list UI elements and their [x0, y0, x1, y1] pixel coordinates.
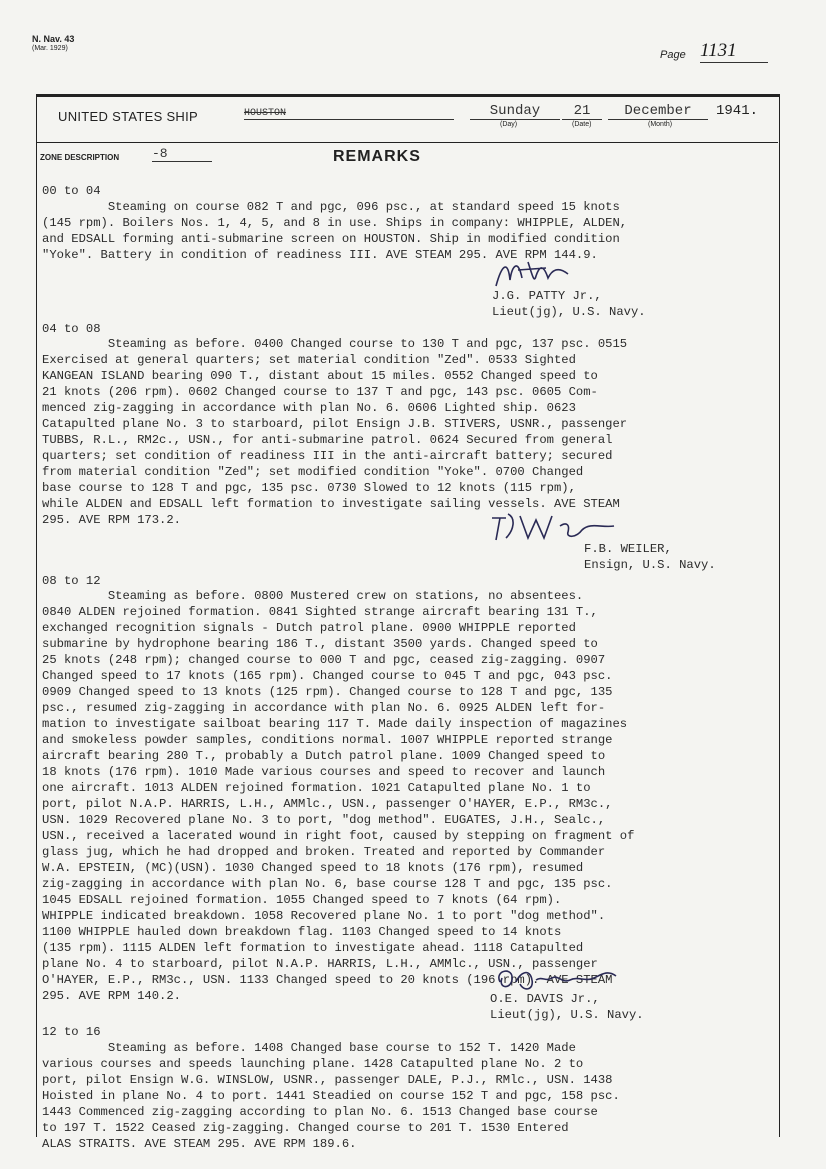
handwritten-signature: [486, 508, 636, 544]
form-number: [32, 34, 74, 54]
page-number: 1131: [700, 40, 768, 63]
page-label: Page: [660, 49, 686, 61]
watch-text: Steaming as before. 1408 Changed base course to 152 T. 1420 Made various courses and speeds launching plane. 1428 Catapulted plane No. 2 to port, pilot Ensign W.G. WINSLOW, USNR., passenger DALE, P.J., RMlc., USN. 1438 Hoisted in plane No. 4 to port. 1441 Steadied on course 152 T and pgc, 158 psc. 1443 Commenced zig-zagging according to plan No. 6. 1513 Changed base course to 197 T. 1522 Ceased zig-zagging. Changed course to 201 T. 1530 Entered ALAS STRAITS. AVE STEAM 295. AVE RPM 189.6.: [42, 1041, 620, 1151]
handwritten-signature: [488, 256, 578, 292]
signature-rank: Lieut(jg), U.S. Navy.: [492, 305, 646, 319]
watch-text: Steaming as before. 0800 Mustered crew on stations, no absentees. 0840 ALDEN rejoined formation. 0841 Sighted strange aircraft bearing 131 T., exchanged recognition signals - Dutch patrol plane. 0900 WHIPPLE reported submarine by hydrophone bearing 186 T., distant 3500 yards. Changed speed to 25 knots (248 rpm); changed course to 000 T and pgc, ceased zig-zagging. 0907 Changed speed to 17 knots (165 rpm). Changed course to 045 T and pgc, 043 psc. 0909 Changed speed to 13 knots (125 rpm). Changed course to 128 T and pgc, 135 psc., resumed zig-zagging in accordance with plan No. 6. 0925 ALDEN left for- mation to investigate sailboat bearing 117 T. Made daily inspection of magazines and smokeless powder samples, conditions normal. 1007 WHIPPLE reported strange aircraft bearing 280 T., probably a Dutch patrol plane. 1009 Changed speed to 18 knots (176 rpm). 1010 Made various courses and speed to recover and launch one aircraft. 1013 ALDEN rejoined formation. 1021 Catapulted plane No. 1 to port, pilot N.A.P. HARRIS, L.H., AMMlc., USN., passenger O'HAYER, E.P., RM3c., USN. 1029 Recovered plane No. 3 to port, "dog method". EUGATES, J.H., Sealc., USN., received a lacerated wound in right foot, caused by stepping on fragment of glass jug, which he had dropped and broken. Treated and reported by Commander W.A. EPSTEIN, (MC)(USN). 1030 Changed speed to 18 knots (176 rpm), resumed zig-zagging in accordance with plan No. 6, base course 128 T and pgc, 135 psc. 1045 EDSALL rejoined formation. 1055 Changed speed to 7 knots (64 rpm). WHIPPLE indicated breakdown. 1058 Recovered plane No. 1 to port "dog method". 1100 WHIPPLE hauled down breakdown flag. 1103 Changed speed to 14 knots (135 rpm). 1115 ALDEN left formation to investigate ahead. 1118 Catapulted plane No. 4 to starboard, pilot N.A.P. HARRIS, L.H., AMMlc., USN., passenger O'HAYER, E.P., RM3c., USN. 1133 Changed speed to 20 knots (196 rpm). AVE STEAM 295. AVE RPM 140.2.: [42, 589, 635, 1003]
day-caption: (Day): [500, 121, 518, 128]
signature-name: J.G. PATTY Jr.,: [492, 289, 602, 303]
watch-heading: 00 to 04: [42, 184, 101, 198]
form-number-text: N. Nav. 43: [32, 34, 75, 44]
remarks-title: REMARKS: [333, 148, 421, 165]
handwritten-signature: [490, 962, 640, 994]
date-caption: (Date): [572, 121, 592, 128]
form-date-text: (Mar. 1929): [32, 45, 68, 52]
zone-label: ZONE DESCRIPTION: [40, 153, 120, 162]
ship-name: HOUSTON: [244, 108, 454, 120]
watch-text: Steaming as before. 0400 Changed course to 130 T and pgc, 137 psc. 0515 Exercised at general quarters; set material condition "Zed". 0533 Sighted KANGEAN ISLAND bearing 090 T., distant about 15 miles. 0552 Changed speed to 21 knots (206 rpm). 0602 Changed course to 137 T and pgc, 143 psc. 0605 Com- menced zig-zagging in accordance with plan No. 6. 0606 Lighted ship. 0623 Catapulted plane No. 3 to starboard, pilot Ensign J.B. STIVERS, USNR., passenger TUBBS, R.L., RM2c., USN., for anti-submarine patrol. 0624 Secured from general quarters; set condition of readiness III in the anti-aircraft battery; secured from material condition "Zed"; set modified condition "Yoke". 0700 Changed base course to 128 T and pgc, 135 psc. 0730 Slowed to 12 knots (115 rpm), while ALDEN and EDSALL left formation to investigate sailing vessels. AVE STEAM 295. AVE RPM 173.2.: [42, 337, 628, 527]
year-field: 1941.: [716, 103, 759, 119]
day-field: Sunday: [470, 103, 560, 120]
watch-text: Steaming on course 082 T and pgc, 096 psc., at standard speed 15 knots (145 rpm). Boilers Nos. 1, 4, 5, and 8 in use. Ships in company: WHIPPLE, ALDEN, and EDSALL forming anti-submarine screen on HOUSTON. Ship in modified condition "Yoke". Battery in condition of readiness III. AVE STEAM 295. AVE RPM 144.9.: [42, 200, 628, 262]
header-divider: [36, 142, 778, 143]
watch-heading: 08 to 12: [42, 574, 101, 588]
month-field: December: [608, 103, 708, 120]
watch-heading: 12 to 16: [42, 1025, 101, 1039]
ship-label: UNITED STATES SHIP: [58, 109, 198, 124]
signature-rank: Lieut(jg), U.S. Navy.: [490, 1008, 644, 1022]
date-field: 21: [562, 103, 602, 120]
zone-value: -8: [152, 146, 212, 162]
signature-name: O.E. DAVIS Jr.,: [490, 992, 600, 1006]
signature-rank: Ensign, U.S. Navy.: [584, 558, 716, 572]
month-caption: (Month): [648, 121, 673, 128]
watch-heading: 04 to 08: [42, 322, 101, 336]
signature-name: F.B. WEILER,: [584, 542, 672, 556]
